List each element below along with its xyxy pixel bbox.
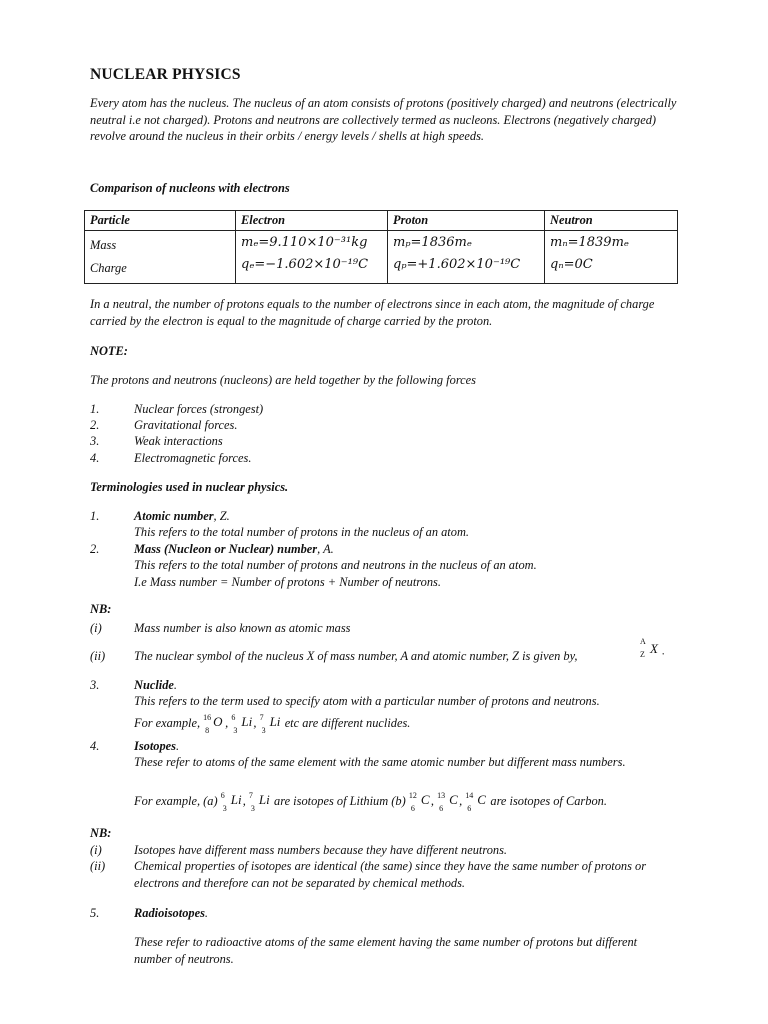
nb-item-text: The nuclear symbol of the nucleus X of mass number, A and atomic number, Z is given by, <box>134 649 578 663</box>
term-nuclide: Nuclide. <box>134 678 178 692</box>
isotope-example-row: For example, (a) 6 3 Li , 7 3 Li are isotopes of Lithium (b) 12 6 C , 13 6 C , 14 6 C are isotopes of Carbon. <box>134 791 607 813</box>
nb-item-number: (ii) <box>90 649 106 663</box>
table-header-row <box>85 211 678 231</box>
term-number: 3. <box>90 678 100 692</box>
term-description: This refers to the total number of protons in the nucleus of an atom. <box>134 525 469 539</box>
electron-mass: mₑ=9.110×10⁻³¹kg <box>241 235 368 250</box>
table-cell <box>388 231 545 284</box>
term-description: These refer to atoms of the same element with the same atomic number but different mass numbers. <box>134 755 626 769</box>
term-description: These refer to radioactive atoms of the same element having the same number of protons but different number of neutrons. <box>134 935 638 966</box>
term-mass-number: Mass (Nucleon or Nuclear) number, A. <box>134 542 334 556</box>
term-description: This refers to the total number of protons and neutrons in the nucleus of an atom. <box>134 558 537 572</box>
table-cell <box>85 231 236 284</box>
term-number: 1. <box>90 509 100 523</box>
row-label-mass: Mass <box>90 238 117 252</box>
nuclide-c12: 12 6 C <box>408 791 430 813</box>
mass-number-equation: I.e Mass number = Number of protons + Number of neutrons. <box>134 575 441 589</box>
term-number: 4. <box>90 739 100 753</box>
note-heading: NOTE: <box>90 344 128 358</box>
nb-heading: NB: <box>90 826 112 840</box>
electron-charge: qₑ=−1.602×10⁻¹⁹C <box>241 257 369 272</box>
nb-item-number: (i) <box>90 843 102 857</box>
table-header: Particle <box>85 211 236 231</box>
neutral-paragraph: In a neutral, the number of protons equals to the number of electrons since in each atom, the magnitude of charge carried by the electron is equal to the magnitude of charge carried by the proton. <box>90 297 655 328</box>
table-row <box>85 231 678 284</box>
nuclide-o16: 16 8 O <box>203 713 223 735</box>
nb-item-text: Chemical properties of isotopes are identical (the same) since they have the same number of protons or electrons and therefore can not be separated by chemical methods. <box>134 859 647 890</box>
table-cell <box>545 231 678 284</box>
comparison-heading: Comparison of nucleons with electrons <box>90 181 290 195</box>
term-radioisotopes: Radioisotopes. <box>134 906 209 920</box>
table-header: Electron <box>236 211 388 231</box>
nuclide-li7: 7 3 Li <box>259 713 281 735</box>
neutron-mass: mₙ=1839mₑ <box>550 235 629 250</box>
nuclide-li6: 6 3 Li <box>231 713 253 735</box>
term-number: 2. <box>90 542 100 556</box>
neutron-charge: qₙ=0C <box>550 257 593 272</box>
nb-item-text: Isotopes have different mass numbers because they have different neutrons. <box>134 843 508 857</box>
proton-mass: mₚ=1836mₑ <box>393 235 472 250</box>
nuclide-li6: 6 3 Li <box>220 791 242 813</box>
term-isotopes: Isotopes. <box>134 739 180 753</box>
table-header: Proton <box>388 211 545 231</box>
nuclide-c14: 14 6 C <box>465 791 486 813</box>
document-page <box>90 66 690 145</box>
comparison-table <box>84 210 678 284</box>
terminology-heading: Terminologies used in nuclear physics. <box>90 480 289 494</box>
row-label-charge: Charge <box>90 261 127 275</box>
forces-list: 1. Nuclear forces (strongest) 2. Gravitational forces. 3. Weak interactions 4. Electromagnetic forces. <box>90 402 264 465</box>
term-atomic-number: Atomic number, Z. <box>134 509 230 523</box>
intro-paragraph: Every atom has the nucleus. The nucleus of an atom consists of protons (positively charged) and neutrons (electrically neutral i.e not charged). Protons and neutrons are collectively termed as nucleons. Electrons (negatively charged) revolve around the nucleus in their orbits / energy levels / shells at high speeds. <box>90 96 677 143</box>
table-header: Neutron <box>545 211 678 231</box>
page-title: NUCLEAR PHYSICS <box>90 66 241 83</box>
proton-charge: qₚ=+1.602×10⁻¹⁹C <box>393 257 521 272</box>
nb-item-number: (i) <box>90 621 102 635</box>
nb-item-text: Mass number is also known as atomic mass <box>134 621 351 635</box>
nuclear-symbol-x: A Z X . <box>640 637 665 659</box>
nuclide-li7: 7 3 Li <box>248 791 270 813</box>
table-cell <box>236 231 388 284</box>
nuclide-example-row: For example, 16 8 O , 6 3 Li , 7 3 Li etc are different nuclides. <box>134 713 411 735</box>
forces-intro: The protons and neutrons (nucleons) are held together by the following forces <box>90 373 477 387</box>
nb-item-number: (ii) <box>90 859 106 873</box>
nb-heading: NB: <box>90 602 112 616</box>
term-number: 5. <box>90 906 100 920</box>
nuclide-c13: 13 6 C <box>437 791 458 813</box>
term-description: This refers to the term used to specify atom with a particular number of protons and neutrons. <box>134 694 600 708</box>
